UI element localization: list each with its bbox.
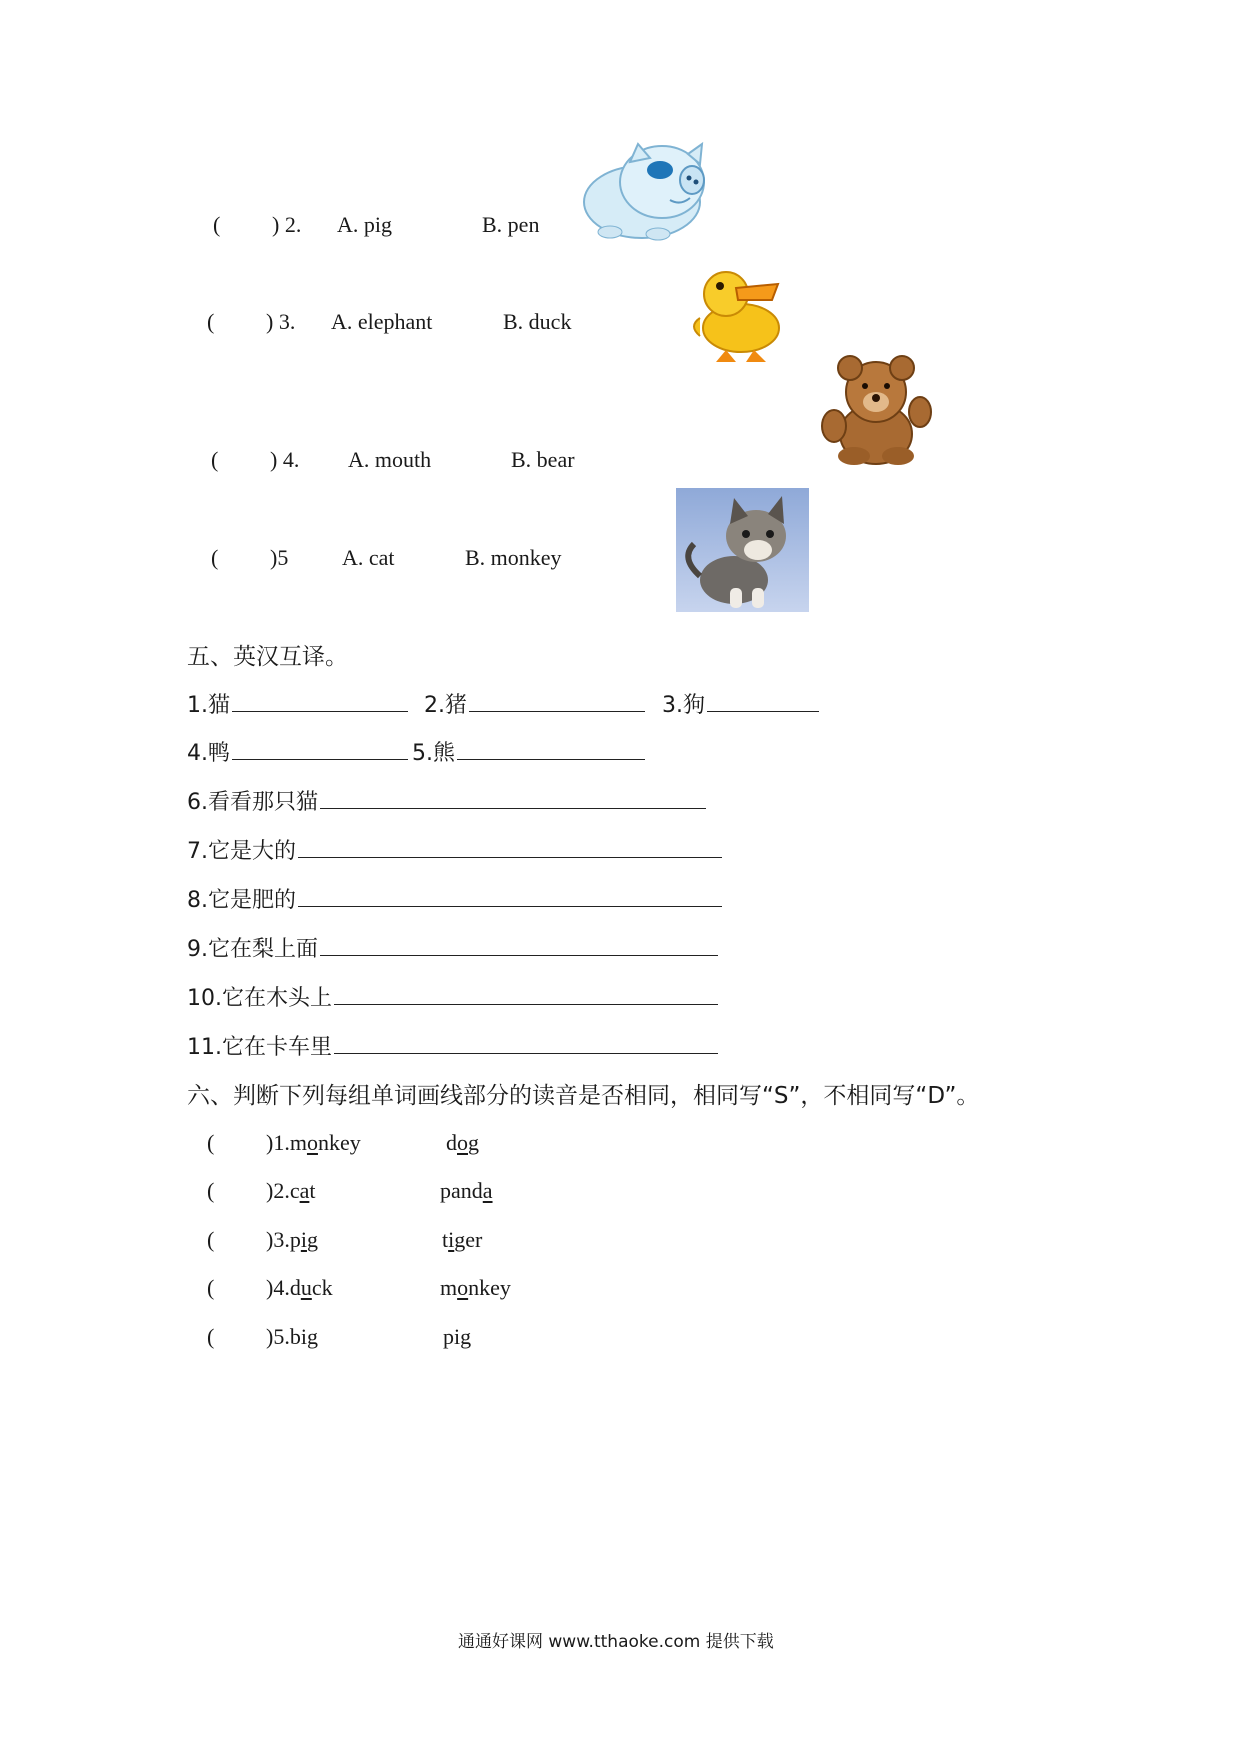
word-part: pand (440, 1178, 483, 1203)
answer-blank[interactable] (469, 691, 645, 712)
word-part: big (289, 1324, 318, 1349)
word-part: m (289, 1130, 307, 1155)
option-a: A. elephant (331, 309, 433, 334)
translate-sentence-10 (187, 981, 718, 1012)
answer-paren[interactable]: ( (213, 212, 221, 237)
phonics-word-1 (266, 1275, 333, 1301)
section5-heading: 五、英汉互译。 (187, 644, 348, 670)
answer-paren[interactable]: ( (207, 1275, 215, 1300)
section6-heading: 六、判断下列每组单词画线部分的读音是否相同，相同写“S”，不相同写“D”。 (187, 1083, 980, 1109)
underlined-letter: a (482, 1178, 493, 1203)
underlined-letter: i (300, 1227, 307, 1252)
answer-blank[interactable] (298, 837, 722, 858)
answer-paren[interactable]: ( (207, 309, 215, 334)
word-part: nkey (317, 1130, 361, 1155)
item-number: )5 (270, 545, 289, 570)
translate-sentence-11 (187, 1030, 718, 1061)
translate-row-1 (187, 688, 408, 719)
item-number: )3. (266, 1227, 290, 1252)
underlined-letter: u (300, 1275, 312, 1300)
underlined-letter: a (299, 1178, 310, 1203)
answer-blank[interactable] (232, 691, 408, 712)
phonics-word-2 (442, 1227, 482, 1253)
translate-label-dog: 3.狗 (662, 693, 705, 718)
answer-paren[interactable]: ( (211, 545, 219, 570)
translate-row-2 (187, 736, 408, 767)
answer-paren[interactable]: ( (207, 1130, 215, 1155)
word-part: t (442, 1227, 449, 1252)
item-number: ) 2. (272, 212, 302, 237)
option-b: B. pen (482, 212, 540, 237)
option-b: B. monkey (465, 545, 562, 570)
item-number: ) 3. (266, 309, 296, 334)
translate-row-2b (412, 736, 645, 767)
phonics-word-2 (443, 1324, 471, 1350)
translate-label-bear: 5.熊 (412, 741, 455, 766)
word-part: c (289, 1178, 300, 1203)
option-b: B. duck (503, 309, 572, 334)
phonics-word-2 (440, 1178, 493, 1204)
translate-row-1c (662, 688, 819, 719)
answer-blank[interactable] (334, 1033, 718, 1054)
answer-blank[interactable] (232, 739, 408, 760)
word-part: pig (443, 1324, 472, 1349)
answer-blank[interactable] (320, 935, 718, 956)
word-part: g (468, 1130, 479, 1155)
underlined-letter: o (306, 1130, 318, 1155)
kitten-picture (676, 488, 809, 612)
word-part: m (440, 1275, 458, 1300)
sentence-label: 10.它在木头上 (187, 986, 332, 1011)
item-number: ) 4. (270, 447, 300, 472)
word-part: g (306, 1227, 318, 1252)
word-part: t (309, 1178, 316, 1203)
option-a: A. cat (342, 545, 395, 570)
phonics-word-1 (266, 1227, 318, 1253)
word-part: nkey (468, 1275, 511, 1300)
word-part: ck (311, 1275, 333, 1300)
answer-paren[interactable]: ( (211, 447, 219, 472)
translate-sentence-8 (187, 883, 722, 914)
sentence-label: 8.它是肥的 (187, 888, 296, 913)
item-number: )4. (266, 1275, 290, 1300)
phonics-word-1 (266, 1130, 361, 1156)
item-number: )2. (266, 1178, 290, 1203)
item-number: )1. (266, 1130, 290, 1155)
answer-paren[interactable]: ( (207, 1178, 215, 1203)
answer-blank[interactable] (320, 788, 706, 809)
option-a: A. mouth (348, 447, 432, 472)
teddy-bear-picture (820, 352, 932, 466)
sentence-label: 6.看看那只猫 (187, 790, 318, 815)
answer-blank[interactable] (707, 691, 819, 712)
item-number: )5. (266, 1324, 290, 1349)
translate-label-duck: 4.鸭 (187, 741, 230, 766)
option-b: B. bear (511, 447, 575, 472)
answer-blank[interactable] (457, 739, 645, 760)
page-footer: 通通好课网 www.tthaoke.com 提供下载 (458, 1632, 774, 1652)
answer-blank[interactable] (298, 886, 722, 907)
translate-sentence-7 (187, 834, 722, 865)
answer-blank[interactable] (334, 984, 718, 1005)
sentence-label: 11.它在卡车里 (187, 1035, 332, 1060)
duck-picture (686, 266, 786, 364)
underlined-letter: o (457, 1275, 469, 1300)
phonics-word-2 (446, 1130, 479, 1156)
translate-sentence-6 (187, 785, 706, 816)
phonics-word-2 (440, 1275, 511, 1301)
answer-paren[interactable]: ( (207, 1324, 215, 1349)
translate-row-1b (424, 688, 645, 719)
phonics-word-1 (266, 1178, 315, 1204)
option-a: A. pig (337, 212, 392, 237)
word-part: ger (454, 1227, 483, 1252)
answer-paren[interactable]: ( (207, 1227, 215, 1252)
underlined-letter: i (448, 1227, 455, 1252)
word-part: d (446, 1130, 457, 1155)
translate-label-pig: 2.猪 (424, 693, 467, 718)
sentence-label: 7.它是大的 (187, 839, 296, 864)
word-part: d (289, 1275, 301, 1300)
sentence-label: 9.它在梨上面 (187, 937, 318, 962)
phonics-word-1 (266, 1324, 318, 1350)
translate-sentence-9 (187, 932, 718, 963)
translate-label-cat: 1.猫 (187, 693, 230, 718)
word-part: p (289, 1227, 301, 1252)
underlined-letter: o (457, 1130, 468, 1155)
pig-picture (580, 140, 715, 242)
